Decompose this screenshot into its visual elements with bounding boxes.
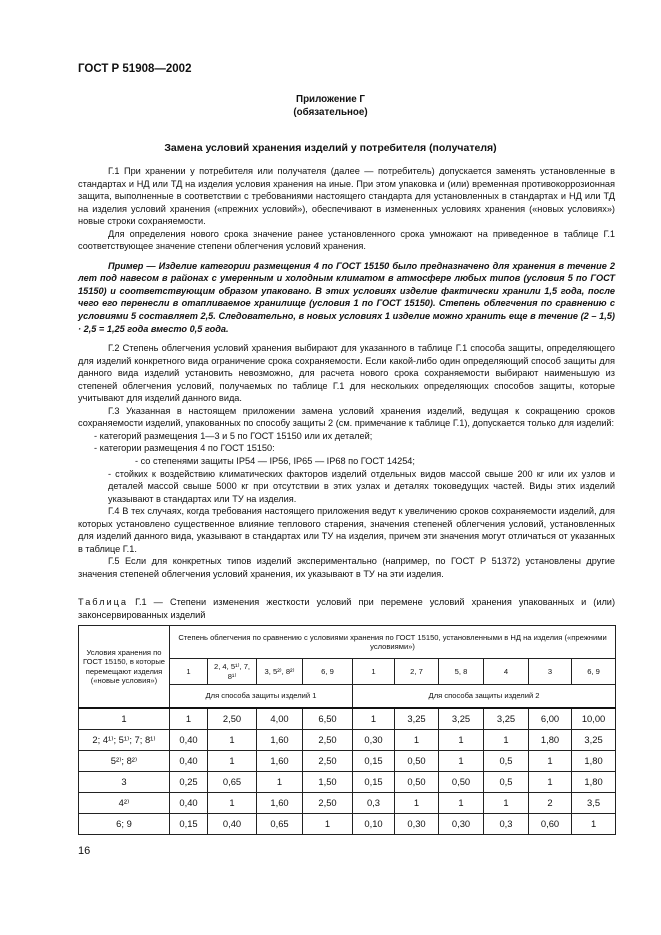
table-cell: 1 [484,793,529,814]
table-caption [78,596,615,621]
table-cell: 1 [208,730,257,751]
list-subitem: - со степенями защиты IP54 — IP56, IP65 — IP68 по ГОСТ 14254; [135,456,415,467]
table-row-header: Условия хранения по ГОСТ 15150, в которые перемещают изделия («новые условия») [79,626,170,709]
table-cell: 0,40 [208,814,257,835]
table-cell: 0,50 [439,772,484,793]
table-cell: 0,3 [484,814,529,835]
table-cell: 1 [257,772,303,793]
row-label: 5²⁾; 8²⁾ [79,751,170,772]
table-cell: 1,60 [257,730,303,751]
column-header: 2, 4, 5¹⁾, 7, 8¹⁾ [208,659,257,685]
table-cell: 1 [353,708,395,730]
group-header-1: Для способа защиты изделий 1 [170,685,353,709]
table-cell: 2,50 [303,730,353,751]
table-cell: 0,30 [353,730,395,751]
paragraph-new-term: Для определения нового срока значение ранее установленного срока умножают на приведенное в таблице Г.1 соответствующее значение степени облегчения условий хранения. [78,228,615,252]
table-row [79,793,616,814]
list-item: - категорий размещения 1—3 и 5 по ГОСТ 15150 или их деталей; [94,430,373,441]
table-cell: 0,60 [529,814,572,835]
group-header-2: Для способа защиты изделий 2 [353,685,616,709]
table-cell: 0,15 [353,751,395,772]
table-cell: 4,00 [257,708,303,730]
table-row [79,730,616,751]
column-header: 6, 9 [303,659,353,685]
table-cell: 1,80 [572,751,616,772]
table-cell: 2 [529,793,572,814]
document-header: ГОСТ Р 51908—2002 [78,63,192,75]
column-header: 3 [529,659,572,685]
table-cell: 1 [303,814,353,835]
table-cell: 0,40 [170,793,208,814]
table-cell: 1 [529,751,572,772]
table-caption-label: Таблица [78,597,129,607]
table-cell: 1 [395,793,439,814]
table-cell: 0,25 [170,772,208,793]
list-subitem: - стойких к воздействию климатических факторов изделий отдельных видов массой свыше 200 кг или их узлов и деталей массой свыше 5000 кг при отсутствии в этих узлах и деталях токоведущих частей. Виды этих изделий указывают в стандартах или ТУ на изделия. [108,468,615,504]
table-row [79,814,616,835]
table-top-header: Степень облегчения по сравнению с условиями хранения по ГОСТ 15150, установленными в НД на изделия («прежними условиями») [170,626,616,659]
table-cell: 0,15 [353,772,395,793]
table-cell: 1 [208,793,257,814]
table-cell: 10,00 [572,708,616,730]
table-row [79,708,616,730]
row-label: 1 [79,708,170,730]
table-cell: 0,10 [353,814,395,835]
table-cell: 0,65 [257,814,303,835]
table-caption-text: Г.1 — Степени изменения жесткости условий при перемене условий хранения упакованных и (или) законсервированных изделий [78,597,616,620]
paragraph-g1: Г.1 При хранении у потребителя или получателя (далее — потребитель) допускается заменять установленные в стандартах и НД или ТД на изделия условия хранения на иные. При этом упаковка и (или) временная противокоррозионная защита, выполненные в соответствии с требованиями настоящего стандарта для установленных в стандартах и НД или ТД на изделия условий хранения («прежних условий»), обеспечивают в измененных условиях хранения («новых условиях») новые строки сохраняемости. [78,166,615,227]
table-cell: 6,50 [303,708,353,730]
page-number: 16 [78,845,91,857]
example-paragraph: Пример — Изделие категории размещения 4 по ГОСТ 15150 было предназначено для хранения в течение 2 лет под навесом в районах с умеренным и холодным климатом в атмосфере любых типов (условия 5 по ГОСТ 15150) и соответствующим образом упаковано. В этих условиях изделие фактически хранили 1,5 года, после чего его перенесли в отапливаемое хранилище (условия 1 по ГОСТ 15150). Степень облегчения по сравнению с условиями 5 составляет 2,5. Следовательно, в новых условиях 1 изделие можно хранить еще в течение (2 – 1,5) · 2,5 = 1,25 года вместо 0,5 года. [78,260,615,334]
column-header: 3, 5²⁾, 8²⁾ [257,659,303,685]
row-label: 3 [79,772,170,793]
table-cell: 0,3 [353,793,395,814]
table-cell: 1 [439,751,484,772]
body-text [78,165,615,581]
paragraph-g3: Г.3 Указанная в настоящем приложении замена условий хранения изделий, ведущая к сокращению сроков сохраняемости изделий, упакованных по способу защиты 2 (см. примечание к таблице Г.1), допускается только для изделий: [78,405,615,429]
table-cell: 1 [170,708,208,730]
table-cell: 1 [395,730,439,751]
row-label: 4²⁾ [79,793,170,814]
paragraph-g5: Г.5 Если для конкретных типов изделий экспериментально (например, по ГОСТ Р 51372) установлены другие значения степеней облегчения условий хранения, их указывают в ТУ на эти изделия. [78,556,615,579]
table-cell: 6,00 [529,708,572,730]
table-cell: 1 [572,814,616,835]
table-cell: 0,30 [439,814,484,835]
table-cell: 1 [439,730,484,751]
table-cell: 0,30 [395,814,439,835]
table-cell: 0,5 [484,751,529,772]
column-header: 2, 7 [395,659,439,685]
table-row [79,751,616,772]
appendix-title: Приложение Г [296,94,365,105]
table-cell: 0,40 [170,730,208,751]
table-cell: 2,50 [303,793,353,814]
column-header: 5, 8 [439,659,484,685]
table-cell: 0,50 [395,772,439,793]
section-title: Замена условий хранения изделий у потребителя (получателя) [164,142,497,154]
table-cell: 3,25 [572,730,616,751]
table-cell: 2,50 [208,708,257,730]
table-cell: 1 [208,751,257,772]
list-item: - категории размещения 4 по ГОСТ 15150: [94,443,275,454]
appendix-kind: (обязательное) [293,107,368,118]
row-label: 2; 4¹⁾; 5¹⁾; 7; 8¹⁾ [79,730,170,751]
table-cell: 1,60 [257,793,303,814]
column-header: 1 [353,659,395,685]
table-cell: 3,25 [439,708,484,730]
table-cell: 1,60 [257,751,303,772]
paragraph-g4: Г.4 В тех случаях, когда требования настоящего приложения ведут к увеличению сроков сохраняемости изделий, для которых установлено существенное влияние теплового старения, значения степеней облегчения условий, установленных для изделий данного вида, указывают в стандартах или ТУ на изделия, причем эти значения могут отличаться от указанных в таблице Г.1. [78,506,615,554]
table-cell: 0,50 [395,751,439,772]
table-cell: 2,50 [303,751,353,772]
table-cell: 0,15 [170,814,208,835]
column-header: 6, 9 [572,659,616,685]
table-cell: 3,25 [395,708,439,730]
table-cell: 0,65 [208,772,257,793]
table-cell: 3,5 [572,793,616,814]
table-cell: 1,80 [572,772,616,793]
table-cell: 3,25 [484,708,529,730]
table-cell: 0,5 [484,772,529,793]
table-cell: 1,80 [529,730,572,751]
row-label: 6; 9 [79,814,170,835]
table-cell: 1 [439,793,484,814]
table-cell: 1 [484,730,529,751]
appendix-heading [0,93,661,119]
column-header: 1 [170,659,208,685]
paragraph-g2: Г.2 Степень облегчения условий хранения выбирают для указанного в таблице Г.1 способа защиты, определяющего для изделий конкретного вида ограничение срока сохраняемости. Если какой-либо один определяющий способ защиты для данного вида изделий установить невозможно, для расчета нового срока сохраняемости выбирают наименьшую из степеней облегчения условий, получаемых по таблице Г.1 для нескольких определяющих способов защиты, которые учитывают для изделий данного вида. [78,343,615,404]
conditions-table [78,625,616,835]
table-cell: 0,40 [170,751,208,772]
table-row [79,772,616,793]
table-cell: 1,50 [303,772,353,793]
column-header: 4 [484,659,529,685]
table-cell: 1 [529,772,572,793]
